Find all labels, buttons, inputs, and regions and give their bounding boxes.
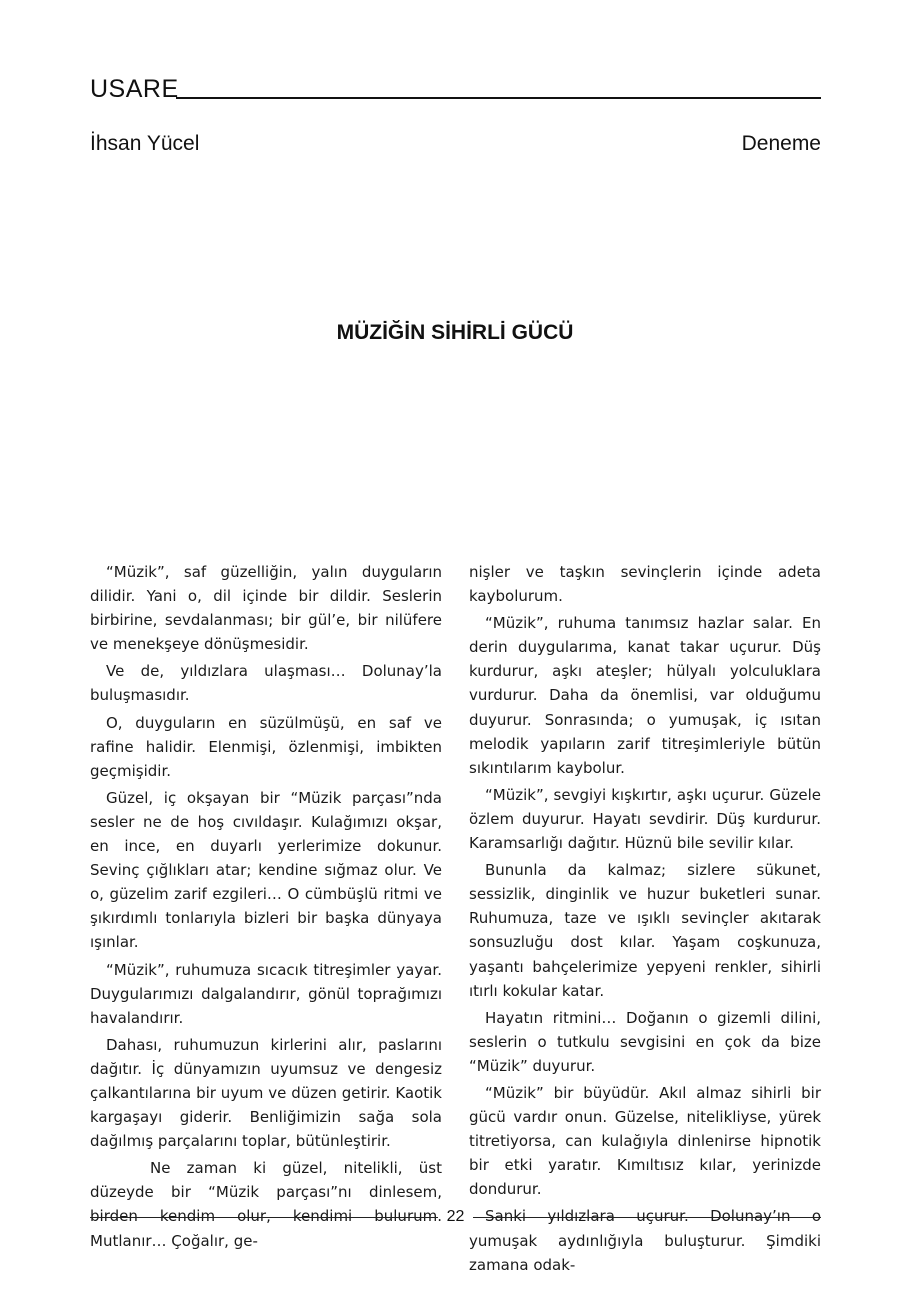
article-title: MÜZİĞİN SİHİRLİ GÜCÜ <box>336 321 574 344</box>
paragraph: “Müzik”, saf güzelliğin, yalın duyguların dilidir. Yani o, dil içinde bir dildir. Seslerin birbirine, sevdalanması; bir gül’e, bir nilüfere ve menekşeye dönüşmesidir. <box>90 563 442 654</box>
masthead-rule <box>176 97 821 99</box>
paragraph: “Müzik”, sevgiyi kışkırtır, aşkı uçurur. Güzele özlem duyurur. Hayatı sevdirir. Düş kurdurur. Karamsarlığı dağıtır. Hüznü bile sevilir kılar. <box>469 785 821 853</box>
paragraph: nişler ve taşkın sevinçlerin içinde adeta kaybolurum. <box>469 563 821 606</box>
paragraph: “Müzik”, ruhuma tanımsız hazlar salar. En derin duygularıma, kanat takar uçurur. Düş kurdurur, aşkı ateşler; hülyalı yolculuklara vurdurur. Daha da önemlisi, var olduğumu duyurur. Sonrasında; o yumuşak, iç ısıtan melodik yapıların zarif titreşimleriyle bütün sıkıntılarım kaybolur. <box>469 614 821 777</box>
paragraph: “Müzik”, ruhumuza sıcacık titreşimler yayar. Duygularımızı dalgalandırır, gönül toprağımızı havalandırır. <box>90 960 442 1027</box>
masthead <box>90 76 821 102</box>
paragraph: Ve de, yıldızlara ulaşması… Dolunay’la buluşmasıdır. <box>90 662 442 705</box>
paragraph: Sanki yıldızlara uçurur. Dolunay’ın o yumuşak aydınlığıyla buluşturur. Şimdiki zamana odak- <box>469 1207 821 1274</box>
paragraph: Dahası, ruhumuzun kirlerini alır, paslarını dağıtır. İç dünyamızın uyumsuz ve dengesiz çalkantılarına bir uyum ve düzen getirir. Kaotik kargaşayı giderir. Benliğimizin sağa sola dağılmış parçalarını toplar, bütünleştirir. <box>90 1035 442 1151</box>
footer-rule-right <box>473 1217 821 1218</box>
paragraph: “Müzik” bir büyüdür. Akıl almaz sihirli bir gücü vardır onun. Güzelse, nitelikliyse, yürek titretiyorsa, can kulağıyla dinlenirse hipnotik bir etki yaratır. Kımıltısız kılar, yerinizde dondurur. <box>469 1083 821 1199</box>
byline-row <box>90 131 821 157</box>
paragraph: Bununla da kalmaz; sizlere sükunet, sessizlik, dinginlik ve huzur buketleri sunar. Ruhumuza, taze ve ışıklı sevinçler akıtarak sonsuzluğu dost kılar. Yaşam coşkunuza, yaşantı bahçelerimize yepyeni renkler, sihirli ıtırlı kokular katar. <box>469 861 821 1000</box>
paragraph: Ne zaman ki güzel, nitelikli, üst düzeyde bir “Müzik parçası”nı dinlesem, birden kendim olur, kendimi bulurum. Mutlanır… Çoğalır, ge- <box>90 1159 442 1250</box>
paragraph: Güzel, iç okşayan bir “Müzik parçası”nda sesler ne de hoş cıvıldaşır. Kulağımızı okşar, en ince, en duyarlı yerlerimize dokunur. Sevinç çığlıkları atar; kendine sığmaz olur. Ve o, güzelim zarif ezgileri… O cümbüşlü ritmi ve şıkırdımlı tonlarıyla bizleri bir başka dünyaya ışınlar. <box>90 788 442 952</box>
journal-name: USARE <box>90 75 179 103</box>
right-column <box>469 560 821 1277</box>
paragraph: Hayatın ritmini… Doğanın o gizemli dilini, seslerin o tutkulu sevgisini en çok da bize “Müzik” duyurur. <box>469 1008 821 1075</box>
author-name: İhsan Yücel <box>90 132 200 155</box>
page-number: 22 <box>446 1208 465 1225</box>
paragraph: O, duyguların en süzülmüşü, en saf ve rafine halidir. Elenmişi, özlenmişi, imbikten geçmişidir. <box>90 713 442 780</box>
page-footer <box>90 1207 821 1229</box>
left-column <box>90 560 442 1253</box>
genre-label: Deneme <box>741 132 821 155</box>
